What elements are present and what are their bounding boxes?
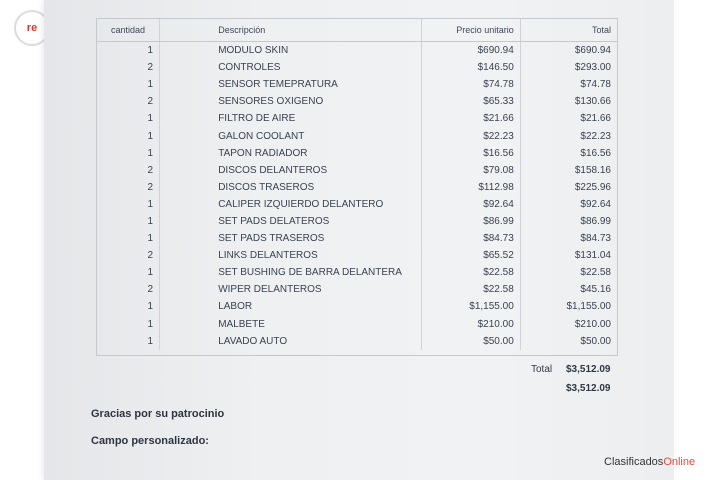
- table-row: [97, 127, 617, 144]
- row-qty: 1: [97, 76, 160, 93]
- row-total: $74.78: [580, 79, 611, 91]
- row-spacer: [160, 316, 213, 333]
- row-spacer: [160, 76, 213, 93]
- table-row: [97, 145, 617, 162]
- row-spacer: [160, 127, 213, 144]
- header-description: Descripción: [212, 19, 421, 42]
- row-qty: 2: [97, 281, 160, 298]
- row-spacer: [160, 145, 213, 162]
- row-spacer: [160, 230, 213, 247]
- row-unit-price: $79.08: [421, 162, 520, 179]
- row-spacer: [160, 110, 213, 127]
- row-spacer: [160, 196, 213, 213]
- row-description: CALIPER IZQUIERDO DELANTERO: [212, 196, 421, 213]
- row-description: SET BUSHING DE BARRA DELANTERA: [212, 264, 421, 281]
- row-unit-price: $92.64: [421, 196, 520, 213]
- table-row: [97, 298, 617, 315]
- row-qty: 2: [97, 59, 160, 76]
- row-unit-price: $86.99: [421, 213, 520, 230]
- table-row: [97, 162, 617, 179]
- row-description: WIPER DELANTEROS: [212, 281, 421, 298]
- table-row: [97, 213, 617, 230]
- row-qty: 1: [97, 316, 160, 333]
- row-description: LABOR: [212, 298, 421, 315]
- row-description: SET PADS TRASEROS: [212, 230, 421, 247]
- row-qty: 2: [97, 162, 160, 179]
- row-spacer: [160, 298, 213, 315]
- row-spacer: [160, 42, 213, 60]
- row-description: MALBETE: [212, 316, 421, 333]
- table-row: [97, 264, 617, 281]
- row-spacer: [160, 93, 213, 110]
- row-description: DISCOS DELANTEROS: [212, 162, 421, 179]
- watermark-suffix: Online: [663, 456, 696, 468]
- row-unit-price: $22.23: [421, 127, 520, 144]
- row-unit-price: $22.58: [421, 281, 520, 298]
- row-unit-price: $210.00: [421, 316, 520, 333]
- row-qty: 1: [97, 196, 160, 213]
- thanks-note: Gracias por su patrocinio: [91, 408, 225, 420]
- total-label: Total: [531, 364, 553, 375]
- row-description: SENSORES OXIGENO: [212, 93, 421, 110]
- header-spacer: [160, 19, 213, 42]
- row-total: $1,155.00: [566, 301, 611, 313]
- row-spacer: [160, 333, 213, 350]
- row-total: $131.04: [574, 250, 611, 262]
- row-total: $21.66: [580, 113, 611, 125]
- row-qty: 1: [97, 264, 160, 281]
- row-description: DISCOS TRASEROS: [212, 179, 421, 196]
- row-spacer: [160, 281, 213, 298]
- table-row: [97, 110, 617, 127]
- row-description: TAPON RADIADOR: [212, 145, 421, 162]
- row-spacer: [160, 264, 213, 281]
- table-row: [97, 316, 617, 333]
- row-total: $293.00: [574, 62, 611, 74]
- table-row: [97, 247, 617, 264]
- table-row: [97, 179, 617, 196]
- row-total: $690.94: [574, 45, 611, 57]
- row-qty: 1: [97, 42, 160, 60]
- row-unit-price: $1,155.00: [421, 298, 520, 315]
- total-value: $3,512.09: [566, 364, 611, 375]
- row-unit-price: $22.58: [421, 264, 520, 281]
- table-header-row: [97, 19, 617, 42]
- row-description: LAVADO AUTO: [212, 333, 421, 350]
- watermark-logo: [604, 456, 695, 468]
- table-row: [97, 281, 617, 298]
- table-row: [97, 230, 617, 247]
- row-unit-price: $50.00: [421, 333, 520, 350]
- row-unit-price: $690.94: [421, 42, 520, 60]
- row-qty: 1: [97, 298, 160, 315]
- table-row: [97, 93, 617, 110]
- row-unit-price: $84.73: [421, 230, 520, 247]
- row-total: $22.23: [580, 130, 611, 142]
- row-qty: 2: [97, 179, 160, 196]
- row-qty: 2: [97, 247, 160, 264]
- row-description: SET PADS DELATEROS: [212, 213, 421, 230]
- row-total: $210.00: [574, 318, 611, 330]
- row-spacer: [160, 179, 213, 196]
- row-spacer: [160, 247, 213, 264]
- row-total: $130.66: [574, 96, 611, 108]
- row-total: $45.16: [580, 284, 611, 296]
- row-spacer: [160, 162, 213, 179]
- row-unit-price: $16.56: [421, 145, 520, 162]
- row-spacer: [160, 213, 213, 230]
- row-qty: 1: [97, 213, 160, 230]
- row-total: $225.96: [574, 181, 611, 193]
- row-total: $84.73: [580, 233, 611, 245]
- row-description: LINKS DELANTEROS: [212, 247, 421, 264]
- row-qty: 1: [97, 145, 160, 162]
- row-qty: 1: [97, 230, 160, 247]
- custom-field-label: Campo personalizado:: [91, 435, 209, 447]
- row-total: $86.99: [580, 215, 611, 227]
- row-unit-price: $112.98: [421, 179, 520, 196]
- row-unit-price: $65.52: [421, 247, 520, 264]
- row-description: SENSOR TEMEPRATURA: [212, 76, 421, 93]
- row-description: CONTROLES: [212, 59, 421, 76]
- row-unit-price: $65.33: [421, 93, 520, 110]
- row-qty: 1: [97, 110, 160, 127]
- invoice-table: [97, 19, 617, 350]
- row-qty: 1: [97, 127, 160, 144]
- header-unit-price: Precio unitario: [421, 19, 520, 42]
- row-spacer: [160, 59, 213, 76]
- row-description: FILTRO DE AIRE: [212, 110, 421, 127]
- header-qty: cantidad: [97, 19, 160, 42]
- row-total: $92.64: [580, 198, 611, 210]
- grand-total: $3,512.09: [566, 383, 611, 394]
- row-description: MODULO SKIN: [212, 42, 421, 60]
- table-row: [97, 76, 617, 93]
- row-unit-price: $146.50: [421, 59, 520, 76]
- row-total: $158.16: [574, 164, 611, 176]
- row-unit-price: $21.66: [421, 110, 520, 127]
- table-row: [97, 196, 617, 213]
- table-row: [97, 42, 617, 60]
- table-row: [97, 59, 617, 76]
- row-qty: 2: [97, 93, 160, 110]
- row-total: $16.56: [580, 147, 611, 159]
- row-description: GALON COOLANT: [212, 127, 421, 144]
- row-total: $22.58: [580, 267, 611, 279]
- row-unit-price: $74.78: [421, 76, 520, 93]
- table-row: [97, 333, 617, 350]
- row-total: $50.00: [580, 335, 611, 347]
- site-logo-icon: re: [14, 10, 50, 46]
- header-total: Total: [520, 19, 617, 42]
- row-qty: 1: [97, 333, 160, 350]
- watermark-prefix: Clasificados: [604, 456, 664, 468]
- table-body: [97, 42, 617, 350]
